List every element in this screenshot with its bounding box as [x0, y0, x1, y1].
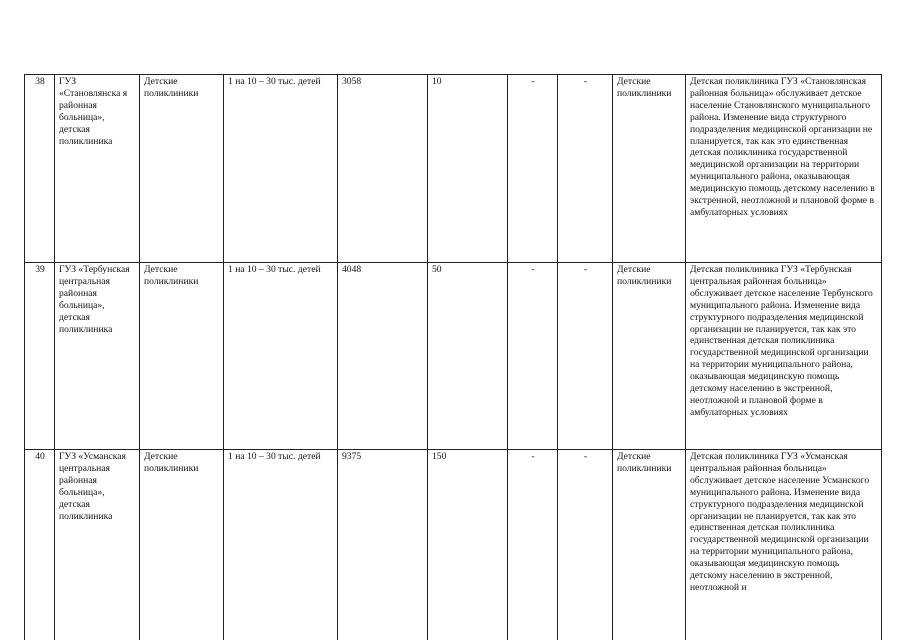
table-row: [25, 450, 882, 640]
capacity-count: 10: [428, 75, 508, 263]
facility-type-planned: Детские поликлиники: [613, 263, 686, 450]
facility-type: Детские поликлиники: [140, 75, 224, 263]
row-number: 38: [25, 75, 55, 263]
population-count: 4048: [338, 263, 428, 450]
capacity-count: 150: [428, 450, 508, 640]
organization-name: ГУЗ «Тербунская центральная районная больница», детская поликлиника: [55, 263, 140, 450]
population-count: 9375: [338, 450, 428, 640]
justification-note: Детская поликлиника ГУЗ «Тербунская центральная районная больница» обслуживает детское население Тербунского муниципального района. Изменение вида структурного подразделения медицинской организации не планируется, так как это единственная детская поликлиника государственной медицинской организации на территории муниципального района, оказывающая медицинскую помощь детскому населению в экстренной, неотложной и плановой форме в амбулаторных условиях: [686, 263, 882, 450]
table-row: [25, 263, 882, 450]
column-7-value: -: [508, 450, 558, 640]
capacity-count: 50: [428, 263, 508, 450]
row-number: 39: [25, 263, 55, 450]
organization-name: ГУЗ «Усманская центральная районная больница», детская поликлиника: [55, 450, 140, 640]
organization-name: ГУЗ «Становлянска я районная больница», детская поликлиника: [55, 75, 140, 263]
population-count: 3058: [338, 75, 428, 263]
facility-type: Детские поликлиники: [140, 450, 224, 640]
column-8-value: -: [558, 450, 613, 640]
column-7-value: -: [508, 263, 558, 450]
staffing-norm: 1 на 10 – 30 тыс. детей: [224, 263, 338, 450]
facilities-table: [24, 74, 882, 640]
facility-type-planned: Детские поликлиники: [613, 75, 686, 263]
staffing-norm: 1 на 10 – 30 тыс. детей: [224, 450, 338, 640]
facility-type-planned: Детские поликлиники: [613, 450, 686, 640]
table-row: [25, 75, 882, 263]
column-8-value: -: [558, 75, 613, 263]
justification-note: Детская поликлиника ГУЗ «Усманская центральная районная больница» обслуживает детское население Усманского муниципального района. Изменение вида структурного подразделения медицинской организации не планируется, так как это единственная детская поликлиника государственной медицинской организации на территории муниципального района, оказывающая медицинскую помощь детскому населению в экстренной, неотложной и: [686, 450, 882, 640]
column-8-value: -: [558, 263, 613, 450]
row-number: 40: [25, 450, 55, 640]
justification-note: Детская поликлиника ГУЗ «Становлянская районная больница» обслуживает детское население Становлянского муниципального района. Изменение вида структурного подразделения медицинской организации не планируется, так как это единственная детская поликлиника государственной медицинской организации на территории муниципального района, оказывающая медицинскую помощь детскому населению в экстренной, неотложной и плановой форме в амбулаторных условиях: [686, 75, 882, 263]
column-7-value: -: [508, 75, 558, 263]
staffing-norm: 1 на 10 – 30 тыс. детей: [224, 75, 338, 263]
facility-type: Детские поликлиники: [140, 263, 224, 450]
